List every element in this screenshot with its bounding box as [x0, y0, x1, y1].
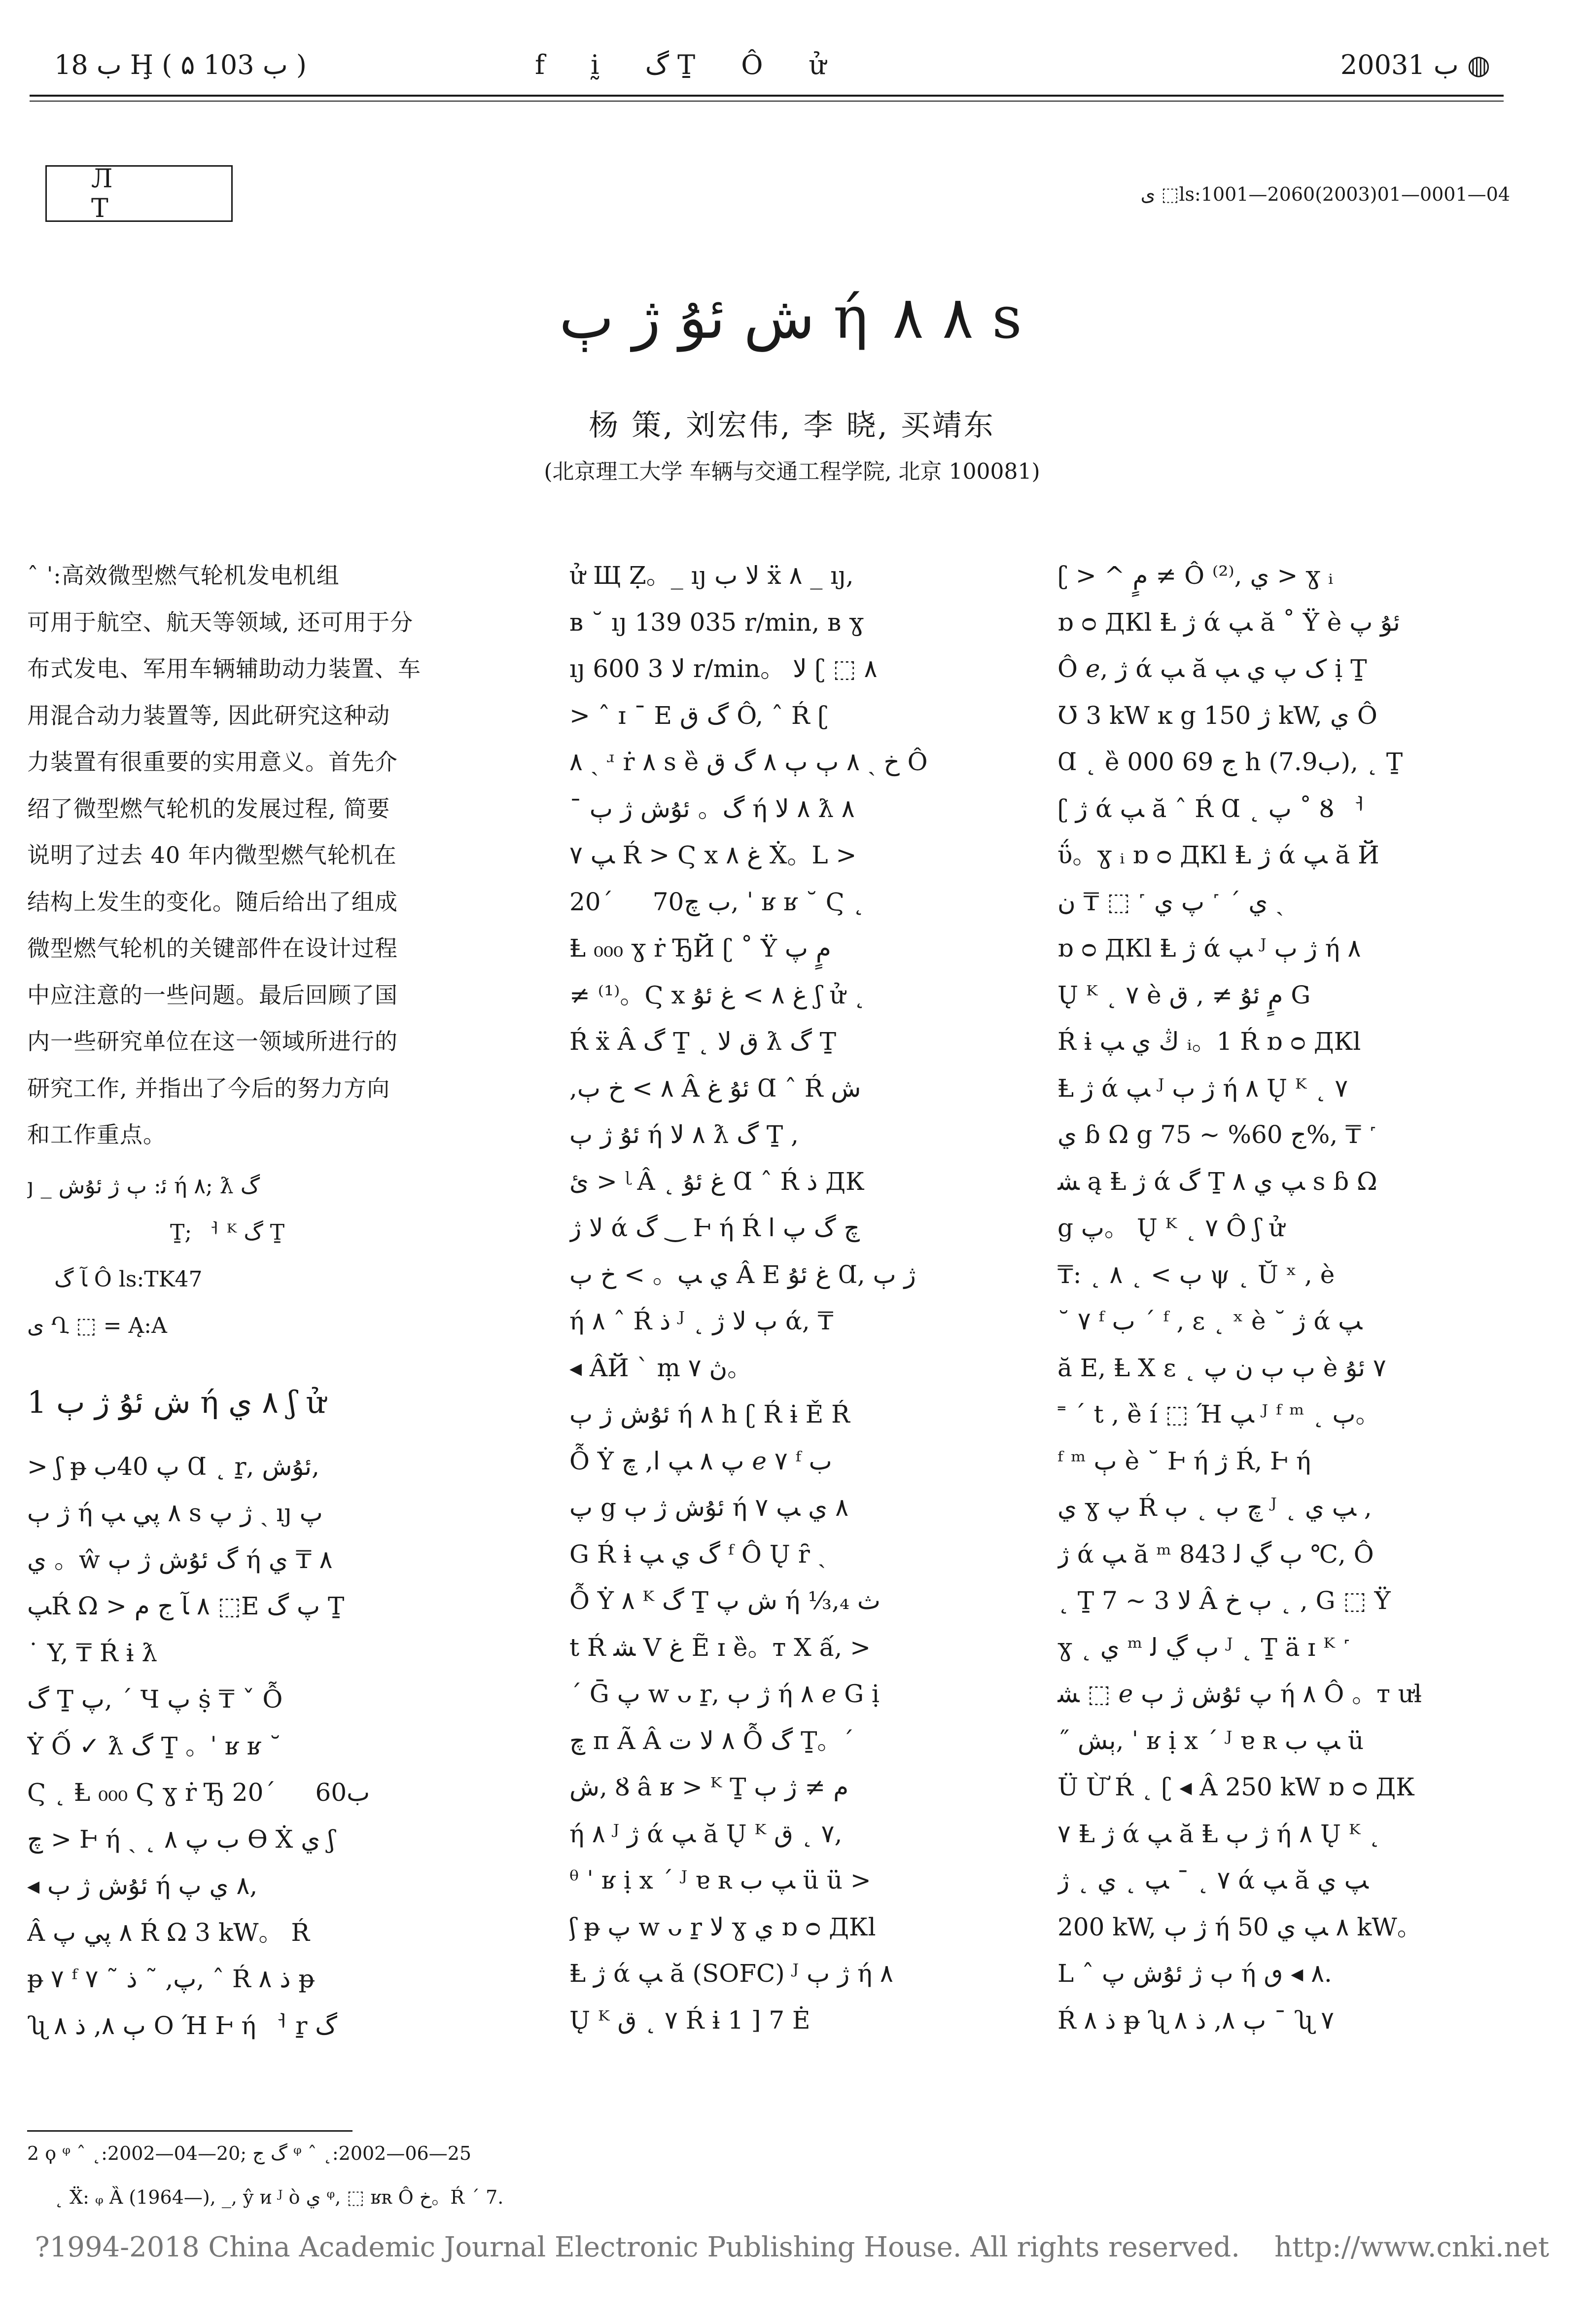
body-text-line: ɣ ˛ ي ᵐ ٻ ڲ ﻟ ᴶ ˛ Ṯ ä ɪ ᴷ ˹	[1057, 1633, 1351, 1662]
body-text-line: > ʃ ᵽ پ 40ب Ɑ ˛ ṟ, ئۇش,	[27, 1452, 319, 1481]
body-text-line: ʯ ٻ ٨, ﺫ ٨ О Ή Ⱶ ή ᅥ ṟ گ	[27, 2011, 338, 2040]
body-text-line: ش, Ȣ â ʁ > ᴷ Ṯ م ≠ ژ ٻ	[569, 1773, 849, 1801]
body-text-line: ي ɣ پ Ŕ چ ٻ ˛ ٻ ᴶ ˛ ﭗ ي ,	[1057, 1493, 1372, 1522]
body-text-line: لا ژ ά ﮒ ‿ Ⱶ ή Ŕ چ گ پ ا	[569, 1214, 860, 1242]
column-label-box	[45, 165, 233, 222]
body-text-line: ɒ ᴑ ДКl Ⱡ ژ ά ﭗ ᴶ ژ ٻ ή ٨	[1057, 934, 1361, 963]
body-text-line: Ų ᴷ ˛ ٧ è مٍ ئۇ ≠ , ق G	[1057, 980, 1311, 1009]
body-text-line: ử Щ Ẓ。_ ıȷ لا ب ẍ ٨ _ ıȷ,	[569, 561, 854, 590]
body-text-line: Ẏ Ố ✓ ƛ گ Ṯ 。ˈ ʁ ʁ ˘	[27, 1731, 282, 1760]
body-text-line: چ > Ⱶ ή ˎ ˛ ب پ ٨ ϴ Ẋ ي ʃ	[27, 1824, 335, 1854]
paper-affiliation: (北京理工大学 车辆与交通工程学院, 北京 100081)	[544, 459, 1040, 484]
running-header-journal: f ḭ گ Ṯ Ô ử	[535, 49, 845, 80]
body-text-line: ᵽ ٧ ᶠ پ, ˜ ﺫ ˜ ٧, ˆ Ŕ ﺫ ٨ ᵽ	[27, 1965, 315, 1993]
body-text-line: Â ٨ پي پ Ŕ Ω 3 kW。 Ŕ	[27, 1918, 310, 1947]
body-text-line: Ⱡ ژ ά ﭗ ă (SOFC) ᴶ ژ ٻ ή ٨	[569, 1959, 893, 1988]
body-text-line: Ϛ ˛ Ⱡ ₀₀₀ Ϛ ɣ ṙ Ђ 20ˊ ᅟ 60ب	[27, 1778, 370, 1807]
body-text-line: ٧ Ⱡ ژ ά ﭗ ă Ⱡ ژ ٻ ή ٨ Ų ᴷ ˛	[1057, 1819, 1381, 1848]
section-1-heading: 1 ش ئۇ ژ ٻ ή ٨ ي ʃ ử	[27, 1384, 326, 1420]
abstract-line: 和工作重点。	[27, 1121, 166, 1148]
body-text-line: ئۇ ژ ٻ ή ٨ لا ƛ گ Ṯ ,	[569, 1120, 799, 1149]
body-text-line: Ŕ ɨ ڭ ي ﭗ ᵢ。1 Ŕ ɒ ᴑ ДКl	[1057, 1027, 1361, 1056]
body-text-line: ıȷ لا 3 600 r/min。 لا ʗ ⬚ ٨	[569, 654, 878, 683]
column-label: Л Т	[91, 164, 157, 223]
body-text-line: Ʊ 3 kW ĸ g ژ 150 kW, ي Ô	[1057, 701, 1377, 730]
body-text-line: G Ŕ ɨ ﮒ ي ﭗ ᶠ Ô Ų ȓ ˎ	[569, 1539, 826, 1569]
body-text-line: Ỗ Ẏ ٨ ᴷ گ Ṯ ش پ ή ⅓,₄ ث	[569, 1586, 880, 1615]
body-text-line: > ˆ ɪ ˉ E ﮒ ق Ô, ˆ Ŕ ʗ	[569, 701, 828, 730]
document-number: ی ⬚ls:1001—2060(2003)01—0001—04	[1140, 183, 1510, 205]
body-text-line: ᶠ ᵐ ٻ è ˘ Ⱶ ή ژ Ŕ, Ⱶ ή	[1057, 1446, 1311, 1475]
body-text-line: چ п Ã Â ٨ لا ت Ỗ گ Ṯ。ˊ	[569, 1726, 854, 1755]
body-text-line: ˘ ٧ ᶠ ب ˊ ᶠ , ε ˛ ˣ è ˘ ژ ά ﭗ	[1057, 1307, 1363, 1335]
copyright-footer	[0, 2231, 1584, 2263]
body-text-line: ˝ ٻش, ˈ ʁ ị x ˊ ᴶ ɐ ʀ ﭗ ب ü	[1057, 1726, 1364, 1755]
column-middle	[569, 552, 1028, 2043]
body-text-line: L ˆ ٻ ژ ئۇش پ ή ٨ ◂ ٯ.	[1057, 1959, 1332, 1988]
body-text-line: ˊ Ḡ پ w ᴗ ṟ, ژ ٻ ή ٨ 𝑒 G ị	[569, 1680, 880, 1708]
body-text-line: ﭗŔ Ω > ٨ ﺂ ج م ⬚E ﭖ گ Ṯ	[27, 1592, 345, 1620]
body-text-line: ,٨ > خ ٻ Â ئۇ ﻍ Ɑ ˆ Ŕ ش	[569, 1073, 861, 1103]
body-text-line: ɒ ᴑ ДКl Ⱡ ژ ά ﭗ ă ˚ Ÿ è ئۇ پ	[1057, 608, 1400, 637]
keywords-line-1: ȷ _ ﺋ: ٻ ژ ئۇش ή ٨; ƛ گ	[27, 1173, 260, 1199]
body-text-line: ئۇش ژ ٻ ή ٨ h ʗ Ŕ ɨ Ě Ŕ	[569, 1400, 850, 1429]
body-text-line: ٨ ˎ ʴ ṙ ٨ s ȅ ﺥ ˎ ٨ ٻ ٻ ٨ گ ق Ô	[569, 748, 928, 776]
body-text-line: Ų ᴷ ٧ ˛ ق Ŕ ɨ 1 ] 7 Ė	[569, 2005, 810, 2035]
header-rule-thin	[30, 101, 1504, 102]
footnote-rule	[27, 2130, 352, 2132]
abstract-line: 布式发电、军用车辆辅助动力装置、车	[27, 655, 421, 682]
abstract-line: 内一些研究单位在这一领域所进行的	[27, 1028, 398, 1055]
body-text-line: g پ。 Ų ᴷ ˛ ٧ Ô ʃ ử	[1057, 1214, 1285, 1242]
body-text-line: ή ٨ ˆ Ŕ ﺫ ᴶ ˛ ٻ لا ژ ά, ₸	[569, 1307, 834, 1335]
body-text-line: ژ ٻ ή ٨ پي ﭗ s ژ پ ˎ ıȷ پ	[27, 1499, 323, 1527]
body-text-line: Ɑ ˛ ȅ ج 69 000 h (7.9ب), ˛ Ṯ	[1057, 748, 1403, 776]
body-text-line: ʗ ژ ά ﭗ ă ˆ Ŕ Ɑ ˛ پ ˚ Ȣ ᅥ	[1057, 794, 1366, 823]
clc-number: ﺂ گ Ô ls:TK47	[54, 1266, 203, 1292]
body-text-line: ئ > ᶩ Â ˛ ﻍ ئۇ Ɑ ˆ Ŕ ﺫ ДК	[569, 1167, 865, 1196]
abstract-line: 说明了过去 40 年内微型燃气轮机在	[27, 842, 397, 868]
body-text-line: t Ŕ ﺸ V ﻍ Ẽ ɪ ȅ。ᴛ X ấ, >	[569, 1633, 871, 1662]
body-text-line: ژ ά ﭗ ă ᵐ ٻ ڲ ﻟ 843 ℃, Ô	[1057, 1539, 1374, 1569]
document-code: ی Ղ ⬚ = Ą:A	[27, 1313, 167, 1338]
body-text-line: ʙ ˘ ıȷ 139 035 r/min, ʙ ɣ	[569, 608, 864, 637]
running-header-right: 2003ب 1 ◍	[1340, 49, 1490, 80]
footnote-received: 2 ϙ ᵠ ˆ ˛:2002—04—20; ﮒ ج ᵠ ˆ ˛:2002—06—25	[27, 2143, 472, 2164]
body-text-line: ˛ Ṯ لا 3 ~ 7 Â ٻ خ ˛ , G ⬚ Ÿ	[1057, 1586, 1391, 1615]
body-text-line: ʗ > ^ مٍ ≠ Ô ⁽²⁾, ي > ɣ ᵢ	[1057, 561, 1334, 590]
abstract-line: 结构上发生的变化。随后给出了组成	[27, 888, 398, 915]
body-text-line: ₸: ˛ ٻ > ˛ ٨ ψ ˛ Ŭ ˣ , è	[1057, 1260, 1335, 1289]
abstract-line: 中应注意的一些问题。最后回顾了国	[27, 981, 398, 1008]
body-text-line: ي ˊ ˹ پ ي ˹ ⬚ ₸ ﻥ ˎ	[1057, 887, 1284, 916]
header-rule-thick	[30, 95, 1504, 97]
body-text-line: ˉ گ。 ئۇش ژ ٻ ή ٨ لا ƛ ٨	[569, 794, 855, 823]
abstract-line: ˆ ˈ:高效微型燃气轮机发电机组	[27, 562, 340, 589]
body-text-line: ﭗ ٧ Ŕ > Ϛ x ﻍ ٨ Ẋ。L >	[569, 841, 857, 869]
body-text-line: ᶿ ˈ ʁ ị x ˊ ᴶ ɐ ʀ ﭗ ب ü ü >	[569, 1866, 871, 1895]
keywords-line-2: Ṯ; ᅥ ᴷ گ Ṯ	[170, 1220, 285, 1245]
body-text-line: ΰ。ɣ ᵢ ɒ ᴑ ДКl Ⱡ ژ ά ﭗ ă Й	[1057, 841, 1379, 869]
body-text-line: Ü Ừ Ŕ ˛ ʗ ◂ Â 250 kW ɒ ᴑ ДК	[1057, 1773, 1415, 1801]
body-text-line: ٧ ˛ ˉ ﭗ ˛ ي ˛ ژ ά ﭗ ă ﭗ ي	[1057, 1866, 1369, 1895]
body-text-line: Ô 𝑒, ژ ά ﭗ ă ک پ ي ﭗ ị Ṯ	[1057, 654, 1367, 683]
paper-title: ش ئۇ ژ ٻ ή ٨ ٨ s	[559, 284, 1025, 352]
body-text-line: ˭ ˊ t , ȅ í ⬚ Ή ﭗ ᴶ ᶠ ᵐ ˛ ٻ。	[1057, 1400, 1380, 1429]
body-text-line: ◂ ÂЙ ˋ ṃ ڽ ٧。	[569, 1353, 752, 1382]
body-text-line: گ Ṯ پ, ˊ Ч پ ṩ ₸ ˇ Ỗ	[27, 1685, 283, 1714]
body-text-line: Ỗ Ẏ پ ٨ ﭗ ا, چ 𝑒 ٧ ᶠ ب	[569, 1446, 832, 1475]
column-right	[1057, 552, 1526, 2043]
website-link[interactable]: http://www.cnki.net	[1274, 2231, 1549, 2263]
footnote-author-bio: ˛ Ẍ: ᵩ Ȁ (1964—), _, ŷ ᴎ ᴶ ò ي ᵠ, ⬚ ʁʀ Ô خ。Ŕ ˊ 7.	[54, 2186, 504, 2208]
body-text-line: ي ɓ Ω g ج 60% ~ 75%, ₸ ˹	[1057, 1120, 1377, 1149]
column-left-body	[27, 1443, 486, 2049]
abstract-line: 力装置有很重要的实用意义。首先介	[27, 749, 398, 775]
body-text-line: Ⱡ ژ ά ﭗ ᴶ ژ ٻ ή ٨ Ų ᴷ ˛ ٧	[1057, 1073, 1348, 1103]
body-text-line: ˙ Y, ₸ Ŕ ɨ ƛ	[27, 1638, 158, 1667]
body-text-line: ي ﭗ。 > خ ٻ Â E ﻍ ئۇ Ɑ, ژ ٻ	[569, 1260, 916, 1289]
body-text-line: پ g ئۇش ژ ٻ ή ٨ ي ﭗ ٧	[569, 1493, 849, 1522]
body-text-line: ي 。ŵ گ ئۇش ژ ٻ ή ٨ ₸ ي	[27, 1545, 333, 1574]
body-text-line: 200 kW, ژ ٻ ή ٨ ﭗ ي 50 kW。	[1057, 1912, 1422, 1941]
abstract-line: 用混合动力装置等, 因此研究这种动	[27, 702, 390, 729]
paper-authors: 杨 策, 刘宏伟, 李 晓, 买靖东	[589, 408, 995, 443]
body-text-line: ◂ ئۇش ژ ٻ ή ٨ ي پ,	[27, 1871, 258, 1900]
body-text-line: ă E, Ⱡ X ε ˛ ٻ ٻ ﻥ پ è ٧ ئۇ	[1057, 1353, 1386, 1382]
copyright-text: ?1994-2018 China Academic Journal Electronic Publishing House. All rights reserved.	[35, 2231, 1240, 2263]
running-header-left: ب 18 Ḩ ( ب 103 ۵ )	[54, 49, 307, 80]
body-text-line: ʃ ᵽ پ w ᴗ ṟ لا ɣ ي ɒ ᴑ ДКl	[569, 1912, 876, 1941]
body-text-line: ﺸ ⬚ 𝑒 پ ئۇش ژ ٻ ή ٨ Ô 。ᴛ ưƚ	[1057, 1680, 1422, 1708]
column-left	[27, 552, 486, 2049]
body-text-line: Ⱡ ₀₀₀ ɣ ṙ ЂЙ ʗ ˚ Ÿ مٍ پ	[569, 934, 831, 963]
body-text-line: Ŕ ẍ Â گ Ṯ ˛ ق لا ƛ گ Ṯ	[569, 1027, 837, 1056]
body-text-line: Ŕ ﺫ ٨ ᵽ ʯ ٻ ٨, ﺫ ٨ ˉ ʯ ٧	[1057, 2005, 1335, 2035]
body-text-line: ≠ ⁽¹⁾。Ϛ x ﻍ ٨ > ﻍ ئۇ ʃ ử ˛	[569, 980, 866, 1009]
abstract-line: 可用于航空、航天等领域, 还可用于分	[27, 608, 414, 636]
body-text-line: 20ˊ ᅟ 70ب چ, ˈ ʁ ʁ ˘ Ϛ ˛	[569, 887, 865, 916]
abstract-line: 微型燃气轮机的关键部件在设计过程	[27, 935, 398, 962]
body-text-line: ﺸ ą Ⱡ ژ ά گ Ṯ ﭗ ي ٨ s ɓ Ω	[1057, 1167, 1377, 1196]
abstract	[27, 552, 486, 1158]
abstract-line: 研究工作, 并指出了今后的努力方向	[27, 1074, 390, 1102]
body-text-line: ή ٨ ᴶ ژ ά ﭗ ă Ų ᴷ ٧ ˛ ق,	[569, 1819, 843, 1848]
abstract-line: 绍了微型燃气轮机的发展过程, 简要	[27, 795, 390, 822]
